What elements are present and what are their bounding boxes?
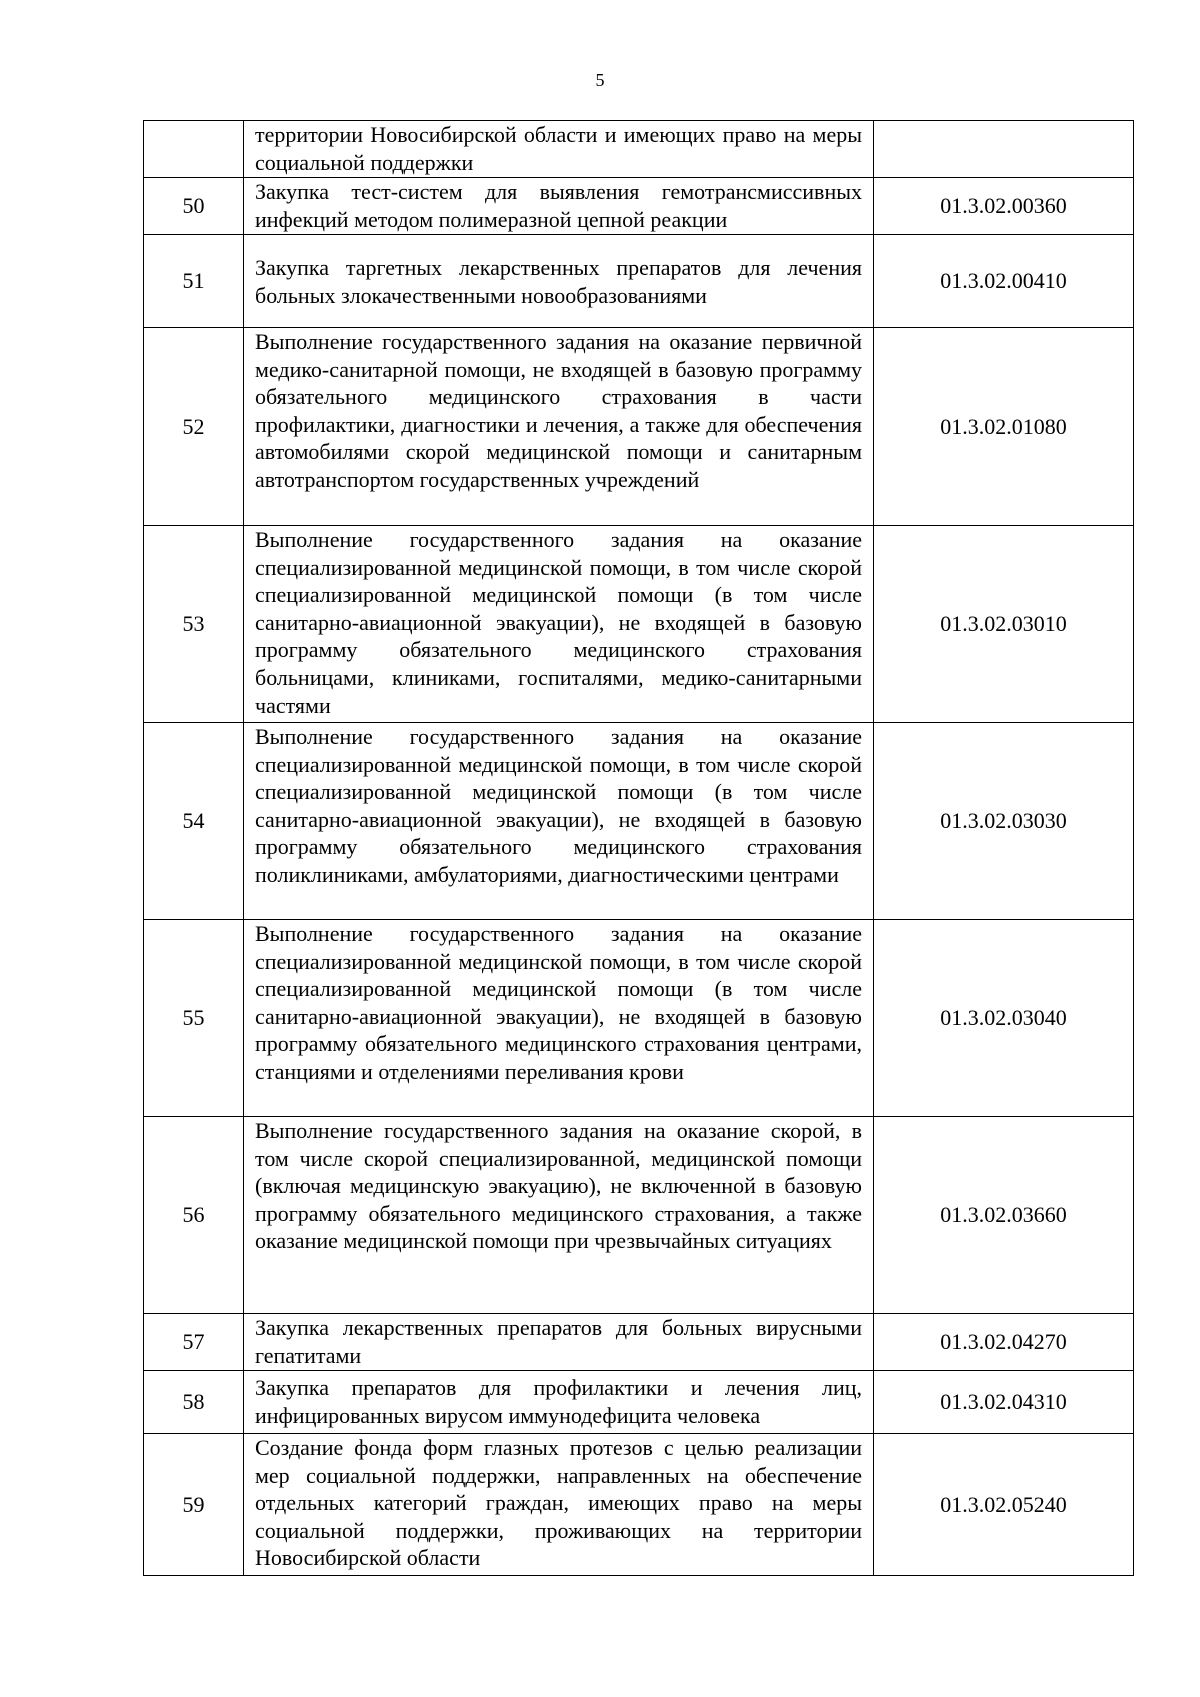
table-row [144,328,1134,526]
row-number [144,121,244,178]
row-number: 59 [144,1434,244,1576]
row-description: Выполнение государственного задания на оказание специализированной медицинской помощи, в том числе скорой специализированной медицинской помощи (в том числе санитарно-авиационной эвакуации), не входящей в базовую программу обязательного медицинского страхования поликлиниками, амбулаториями, диагностическими центрами [244,723,874,920]
table-row [144,1314,1134,1371]
table-row [144,920,1134,1117]
row-number: 57 [144,1314,244,1371]
row-number: 50 [144,178,244,235]
row-description: Выполнение государственного задания на оказание скорой, в том числе скорой специализированной, медицинской помощи (включая медицинскую эвакуацию), не включенной в базовую программу обязательного медицинского страхования, а также оказание медицинской помощи при чрезвычайных ситуациях [244,1117,874,1314]
row-code: 01.3.02.03660 [874,1117,1134,1314]
row-description: Закупка таргетных лекарственных препаратов для лечения больных злокачественными новообразованиями [244,235,874,328]
table-row [144,1117,1134,1314]
table-row [144,723,1134,920]
table-row [144,1371,1134,1434]
row-description: Создание фонда форм глазных протезов с целью реализации мер социальной поддержки, направленных на обеспечение отдельных категорий граждан, имеющих право на меры социальной поддержки, проживающих на территории Новосибирской области [244,1434,874,1576]
row-number: 56 [144,1117,244,1314]
row-code: 01.3.02.01080 [874,328,1134,526]
row-description: Выполнение государственного задания на оказание специализированной медицинской помощи, в том числе скорой специализированной медицинской помощи (в том числе санитарно-авиационной эвакуации), не входящей в базовую программу обязательного медицинского страхования больницами, клиниками, госпиталями, медико-санитарными частями [244,526,874,723]
row-description: Закупка лекарственных препаратов для больных вирусными гепатитами [244,1314,874,1371]
row-code: 01.3.02.05240 [874,1434,1134,1576]
row-number: 55 [144,920,244,1117]
row-code: 01.3.02.04270 [874,1314,1134,1371]
row-code: 01.3.02.00410 [874,235,1134,328]
row-number: 51 [144,235,244,328]
table-row [144,121,1134,178]
row-code [874,121,1134,178]
row-number: 54 [144,723,244,920]
row-code: 01.3.02.04310 [874,1371,1134,1434]
row-code: 01.3.02.03010 [874,526,1134,723]
row-description: территории Новосибирской области и имеющих право на меры социальной поддержки [244,121,874,178]
table-row [144,526,1134,723]
table-row [144,178,1134,235]
page-number: 5 [595,70,605,90]
row-description: Выполнение государственного задания на оказание специализированной медицинской помощи, в том числе скорой специализированной медицинской помощи (в том числе санитарно-авиационной эвакуации), не входящей в базовую программу обязательного медицинского страхования центрами, станциями и отделениями переливания крови [244,920,874,1117]
row-description: Закупка препаратов для профилактики и лечения лиц, инфицированных вирусом иммунодефицита человека [244,1371,874,1434]
row-code: 01.3.02.03030 [874,723,1134,920]
row-description: Выполнение государственного задания на оказание первичной медико-санитарной помощи, не входящей в базовую программу обязательного медицинского страхования в части профилактики, диагностики и лечения, а также для обеспечения автомобилями скорой медицинской помощи и санитарным автотранспортом государственных учреждений [244,328,874,526]
table-row [144,1434,1134,1576]
row-number: 52 [144,328,244,526]
expense-table [143,120,1134,1576]
row-code: 01.3.02.00360 [874,178,1134,235]
row-number: 58 [144,1371,244,1434]
table-row [144,235,1134,328]
row-description: Закупка тест-систем для выявления гемотрансмиссивных инфекций методом полимеразной цепной реакции [244,178,874,235]
row-code: 01.3.02.03040 [874,920,1134,1117]
row-number: 53 [144,526,244,723]
